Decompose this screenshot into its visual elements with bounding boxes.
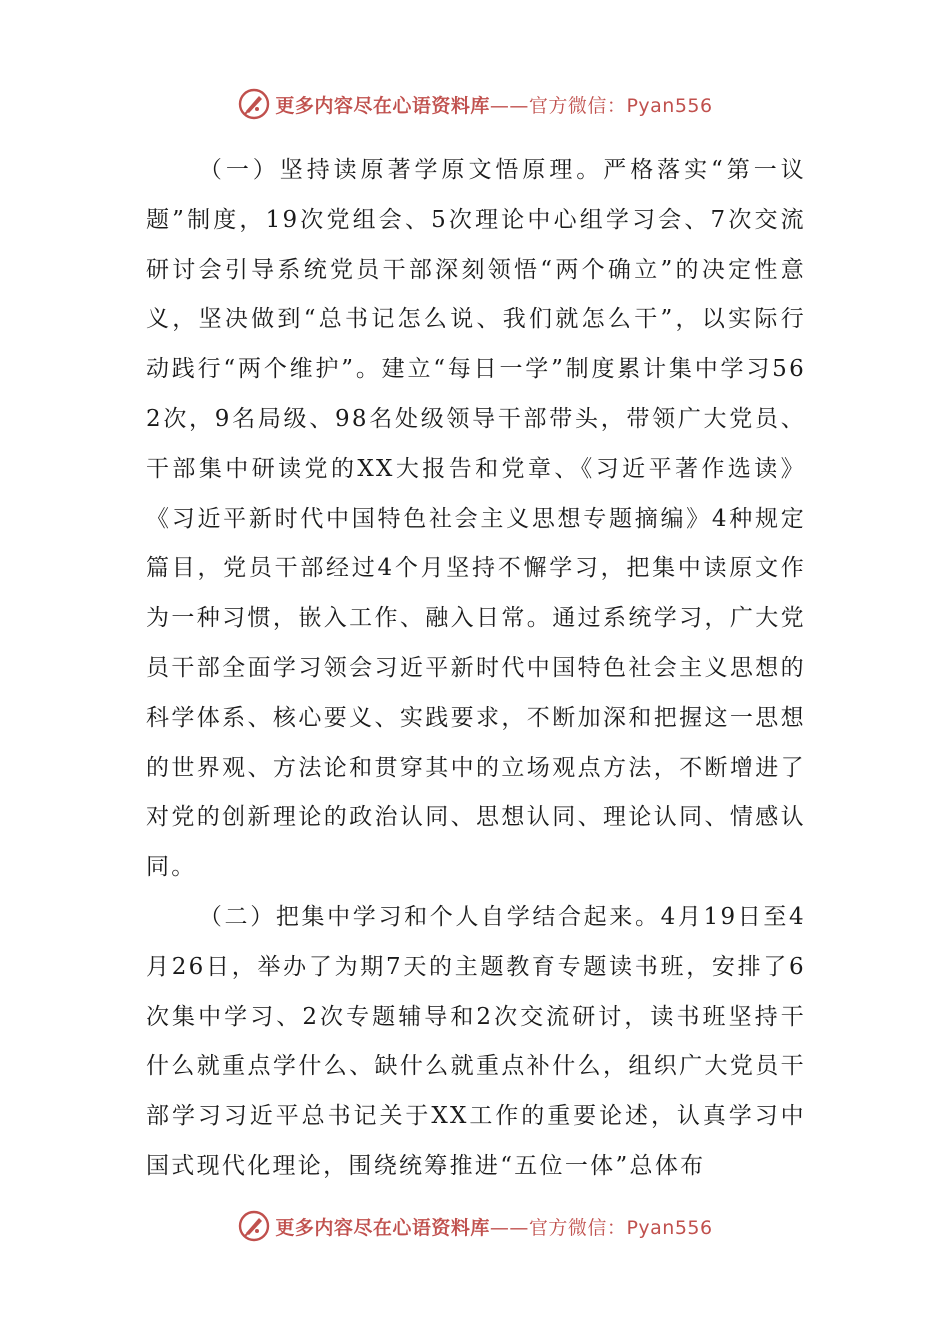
watermark-dash: ——	[489, 94, 529, 117]
paragraph-1: （一）坚持读原著学原文悟原理。严格落实“第一议题”制度，19次党组会、5次理论中心组学习会、7次交流研讨会引导系统党员干部深刻领悟“两个确立”的决定性意义，坚决做到“总书记怎么说、我们就怎么干”，以实际行动践行“两个维护”。建立“每日一学”制度累计集中学习562次，9名局级、98名处级领导干部带头，带领广大党员、干部集中研读党的XX大报告和党章、《习近平著作选读》《习近平新时代中国特色社会主义思想专题摘编》4种规定篇目，党员干部经过4个月坚持不懈学习，把集中读原文作为一种习惯，嵌入工作、融入日常。通过系统学习，广大党员干部全面学习领会习近平新时代中国特色社会主义思想的科学体系、核心要义、实践要求，不断加深和把握这一思想的世界观、方法论和贯穿其中的立场观点方法，不断增进了对党的创新理论的政治认同、思想认同、理论认同、情感认同。	[146, 157, 806, 881]
header-watermark-banner	[0, 84, 950, 124]
document-body	[146, 146, 806, 1192]
pen-seal-icon	[237, 87, 271, 121]
watermark-wechat-label: 官方微信：	[528, 1216, 627, 1239]
pen-seal-icon	[237, 1209, 271, 1243]
watermark-text	[275, 1213, 712, 1240]
watermark-brand: 更多内容尽在心语资料库	[275, 1216, 490, 1239]
watermark-wechat-id: Pyan556	[626, 94, 713, 117]
footer-watermark-banner	[0, 1206, 950, 1246]
watermark-wechat-label: 官方微信：	[528, 94, 627, 117]
watermark-wechat-id: Pyan556	[626, 1216, 713, 1239]
watermark-brand: 更多内容尽在心语资料库	[275, 94, 490, 117]
watermark-dash: ——	[489, 1216, 529, 1239]
watermark-text	[275, 91, 712, 118]
paragraph-2: （二）把集中学习和个人自学结合起来。4月19日至4月26日，举办了为期7天的主题教育专题读书班，安排了6次集中学习、2次专题辅导和2次交流研讨，读书班坚持干什么就重点学什么、缺什么就重点补什么，组织广大党员干部学习习近平总书记关于XX工作的重要论述，认真学习中国式现代化理论，围绕统筹推进“五位一体”总体布	[146, 903, 806, 1179]
